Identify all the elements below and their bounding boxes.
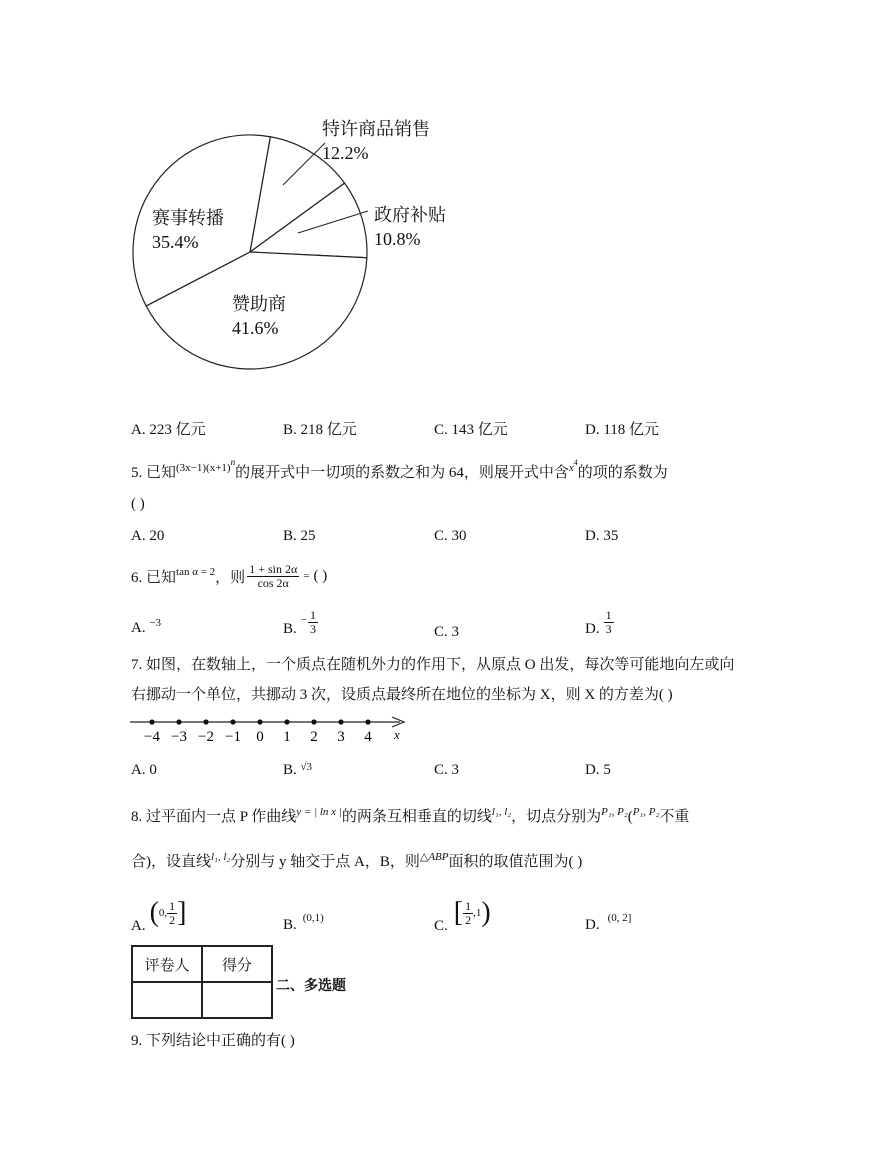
q5-option-a[interactable]: A. 20 [131, 528, 165, 544]
q6-paren: ( ) [313, 567, 328, 584]
q7-line-2: 右挪动一个单位，共挪动 3 次，设质点最终所在地位的坐标为 X，则 X 的方差为( ) [131, 687, 673, 703]
q6-cond: tan α = 2 [176, 566, 216, 578]
q6-option-b-frac [308, 609, 318, 636]
q8-line-1-a: 8. 过平面内一点 P 作曲线 [131, 809, 297, 825]
q5-option-d[interactable]: D. 35 [585, 528, 619, 544]
q8-option-c-frac [463, 900, 473, 927]
q6-stem [131, 556, 327, 596]
grade-table-cell-grader[interactable] [132, 982, 202, 1018]
q6-option-d[interactable] [585, 602, 614, 638]
q5-mid: 的展开式中一切项的系数之和为 64，则展开式中含 [235, 465, 569, 481]
q8-option-c-den: 2 [465, 913, 472, 927]
q6-option-d-num: 1 [605, 608, 612, 622]
q5-option-c[interactable]: C. 30 [434, 528, 467, 544]
q8-points: P₁, P₂ [601, 806, 628, 818]
pie-label-merch: 特许商品销售 12.2% [322, 119, 430, 163]
q4-option-a[interactable]: A. 223 亿元 [131, 422, 206, 438]
number-line-point [284, 719, 289, 724]
q6-option-b-den: 3 [309, 622, 316, 636]
q7-option-b-label: B. [283, 762, 297, 778]
number-line-tick-label: −2 [198, 729, 214, 744]
q7-option-c[interactable]: C. 3 [434, 762, 460, 778]
number-line-tick-label: −1 [225, 729, 241, 744]
number-line-point [365, 719, 370, 724]
q8-option-c-right: ,1 [473, 907, 482, 919]
q5-paren: ( ) [131, 496, 145, 512]
q8-option-a-den: 2 [169, 913, 176, 927]
number-line-tick-label: 0 [256, 729, 264, 744]
q8-option-a-lparen: ( [149, 897, 159, 928]
q8-option-c-label: C. [434, 918, 448, 934]
number-line-point [338, 719, 343, 724]
grade-table [131, 945, 273, 1019]
q8-line-2-c: 面积的取值范围为( ) [448, 854, 583, 870]
q6-option-d-den: 3 [605, 622, 612, 636]
number-line-tick-label: 3 [337, 729, 345, 744]
q8-lines: l₁, l₂ [491, 806, 512, 818]
q8-option-a-rbracket: ] [177, 897, 187, 928]
q5-expr: (3x−1)(x+1) [176, 462, 231, 474]
number-line-point [149, 719, 154, 724]
number-line-point [257, 719, 262, 724]
q8-option-d-label: D. [585, 917, 600, 933]
q8-lines-2: l₁, l₂ [211, 851, 231, 863]
grade-table-cell-score[interactable] [202, 982, 272, 1018]
number-line-point [176, 719, 181, 724]
q5-stem [131, 457, 668, 482]
q8-option-a-frac [167, 900, 177, 927]
q6-option-b-num: 1 [309, 608, 316, 622]
grade-table-header-grader: 评卷人 [132, 946, 202, 982]
q7-option-b[interactable] [283, 762, 312, 779]
pie-label-broadcast: 赛事转播 35.4% [152, 208, 224, 252]
number-line-point [203, 719, 208, 724]
number-line-axis-label: x [394, 727, 400, 742]
grade-table-header-score: 得分 [202, 946, 272, 982]
q6-prefix: 6. 已知 [131, 569, 177, 586]
q8-line-1-c: ，切点分别为 [511, 809, 602, 825]
pie-label-sponsor: 赞助商 41.6% [232, 294, 286, 338]
q6-option-a-label: A. [131, 620, 146, 636]
q6-option-a[interactable] [131, 617, 162, 637]
q8-option-a-label: A. [131, 918, 146, 934]
q5-option-b[interactable]: B. 25 [283, 528, 316, 544]
q8-option-c-num: 1 [465, 899, 472, 913]
q8-line-2 [131, 850, 582, 871]
q7-line-1: 7. 如图，在数轴上，一个质点在随机外力的作用下，从原点 O 出发，每次等可能地向左或向 [131, 657, 735, 673]
q6-then: ，则 [215, 569, 246, 586]
q8-line-1-e: 不重 [659, 809, 690, 825]
q6-option-c[interactable]: C. 3 [434, 624, 460, 640]
q8-option-d-value: (0, 2] [607, 912, 632, 924]
q5-x4-exp: 4 [573, 458, 578, 467]
number-line-tick-label: −4 [144, 729, 160, 744]
q8-option-c-lbracket: [ [453, 897, 464, 928]
q6-denominator: cos 2α [257, 575, 289, 590]
q6-option-b-label: B. [283, 621, 297, 637]
q6-option-d-frac [604, 609, 614, 636]
q6-option-b-sign: − [300, 614, 307, 626]
q8-points-2: P₁, P₂ [632, 806, 660, 818]
q4-option-b[interactable]: B. 218 亿元 [283, 422, 357, 438]
q8-option-b-label: B. [283, 917, 297, 933]
number-line-tick-label: 1 [283, 729, 291, 744]
q8-option-c-rparen: ) [481, 897, 491, 928]
q8-option-b[interactable] [283, 906, 324, 934]
q8-line-2-a: 合)，设直线 [131, 854, 211, 870]
section-title: 二、多选题 [276, 978, 346, 994]
q8-line-1-b: 的两条互相垂直的切线 [341, 809, 492, 825]
q8-option-c[interactable] [434, 893, 491, 935]
q6-option-b[interactable] [283, 602, 318, 638]
q8-triangle: △ABP [419, 851, 449, 863]
q8-line-1 [131, 805, 689, 826]
q9-stem: 9. 下列结论中正确的有( ) [131, 1033, 295, 1049]
q6-numerator: 1 + sin 2α [249, 561, 298, 576]
q6-option-a-value: −3 [149, 617, 162, 629]
number-line-tick-label: 2 [310, 729, 318, 744]
q6-option-d-label: D. [585, 621, 600, 637]
q7-option-a[interactable]: A. 0 [131, 762, 157, 778]
q6-eq: = [303, 570, 310, 582]
q7-option-b-value: √3 [300, 761, 313, 773]
q8-line-1-d: ( [627, 809, 633, 825]
q8-option-a-left: 0, [158, 907, 168, 919]
q8-option-b-value: (0,1) [302, 912, 324, 924]
number-line-tick-label: 4 [364, 729, 372, 744]
q6-fraction [247, 563, 299, 590]
pie-label-subsidy: 政府补贴 10.8% [374, 205, 446, 249]
q8-curve: y = | ln x | [296, 806, 342, 818]
q8-line-2-b: 分别与 y 轴交于点 A，B，则 [230, 854, 420, 870]
number-line-tick-label: −3 [171, 729, 187, 744]
q5-exp-n: n [230, 457, 236, 467]
q8-option-a-num: 1 [169, 899, 176, 913]
q4-option-c[interactable]: C. 143 亿元 [434, 422, 508, 438]
number-line [128, 712, 418, 744]
number-line-point [230, 719, 235, 724]
q8-option-d[interactable] [585, 906, 631, 934]
q4-option-d[interactable]: D. 118 亿元 [585, 422, 660, 438]
number-line-point [311, 719, 316, 724]
q5-suffix: 的项的系数为 [577, 465, 668, 481]
q7-option-d[interactable]: D. 5 [585, 762, 611, 778]
q5-x4: x [568, 462, 574, 474]
q8-option-a[interactable] [131, 893, 187, 935]
q5-prefix: 5. 已知 [131, 465, 177, 481]
